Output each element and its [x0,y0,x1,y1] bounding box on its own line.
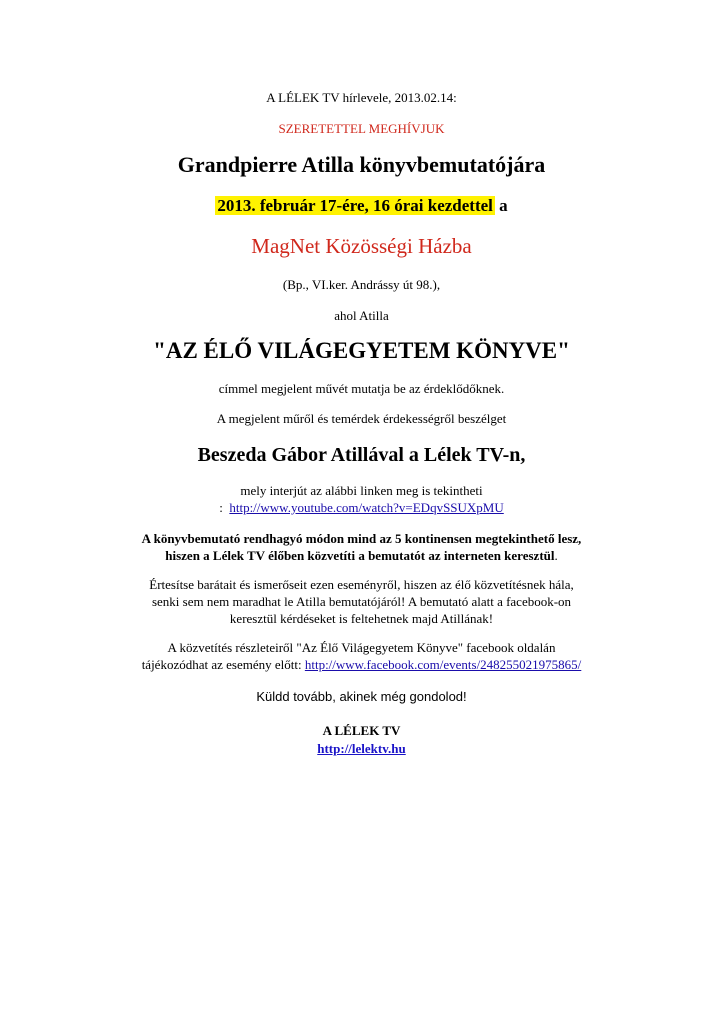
event-date-suffix: a [494,196,508,215]
share-line-2: senki sem nem maradhat le Atilla bemutatójáról! A bemutató alatt a facebook-on [151,594,572,609]
share-line-3: keresztül kérdéseket is feltehetnek majd Atillának! [229,611,494,626]
invite-line: SZERETETTEL MEGHÍVJUK [278,121,445,136]
interview-note: mely interjút az alábbi linken meg is tekintheti [240,483,483,498]
interviewer-line: Beszeda Gábor Atillával a Lélek TV-n, [197,444,526,466]
facebook-line-2 [0,657,723,673]
forward-note: Küldd tovább, akinek még gondolod! [256,689,467,704]
facebook-prefix: tájékozódhat az esemény előtt: [141,657,305,672]
venue-name: MagNet Közösségi Házba [251,234,472,258]
share-line-1: Értesítse barátait és ismerőseit ezen eseményről, hiszen az élő közvetítésnek hála, [149,577,574,592]
newsletter-header: A LÉLEK TV hírlevele, 2013.02.14: [266,90,457,105]
facebook-line-1: A közvetítés részleteiről "Az Élő Világegyetem Könyve" facebook oldalán [167,640,556,655]
youtube-link[interactable]: http://www.youtube.com/watch?v=EDqvSSUXpMU [229,500,504,515]
site-link[interactable]: http://lelektv.hu [317,741,406,756]
event-title: Grandpierre Atilla könyvbemutatójára [177,152,546,177]
event-date-highlight: 2013. február 17-ére, 16 órai kezdettel [217,196,493,215]
venue-address: (Bp., VI.ker. Andrássy út 98.), [282,277,441,292]
book-intro: címmel megjelent művét mutatja be az érdeklődőknek. [218,381,505,396]
where-atilla: ahol Atilla [334,308,389,323]
book-title: "AZ ÉLŐ VILÁGEGYETEM KÖNYVE" [153,338,570,363]
worldwide-line-2 [0,548,723,564]
site-link-line [0,741,723,757]
talk-intro: A megjelent műről és temérdek érdekességről beszélget [216,411,507,426]
worldwide-line-2-bold: hiszen a Lélek TV élőben közvetíti a bemutatót az interneten keresztül [165,548,555,563]
event-date [0,196,723,216]
youtube-link-line [0,500,723,516]
worldwide-line-1: A könyvbemutató rendhagyó módon mind az 5 kontinensen megtekinthető lesz, [141,531,582,546]
youtube-prefix: : [219,500,223,515]
facebook-link[interactable]: http://www.facebook.com/events/248255021975865/ [304,657,582,672]
signature: A LÉLEK TV [322,723,401,738]
worldwide-line-2-end: . [554,548,558,563]
